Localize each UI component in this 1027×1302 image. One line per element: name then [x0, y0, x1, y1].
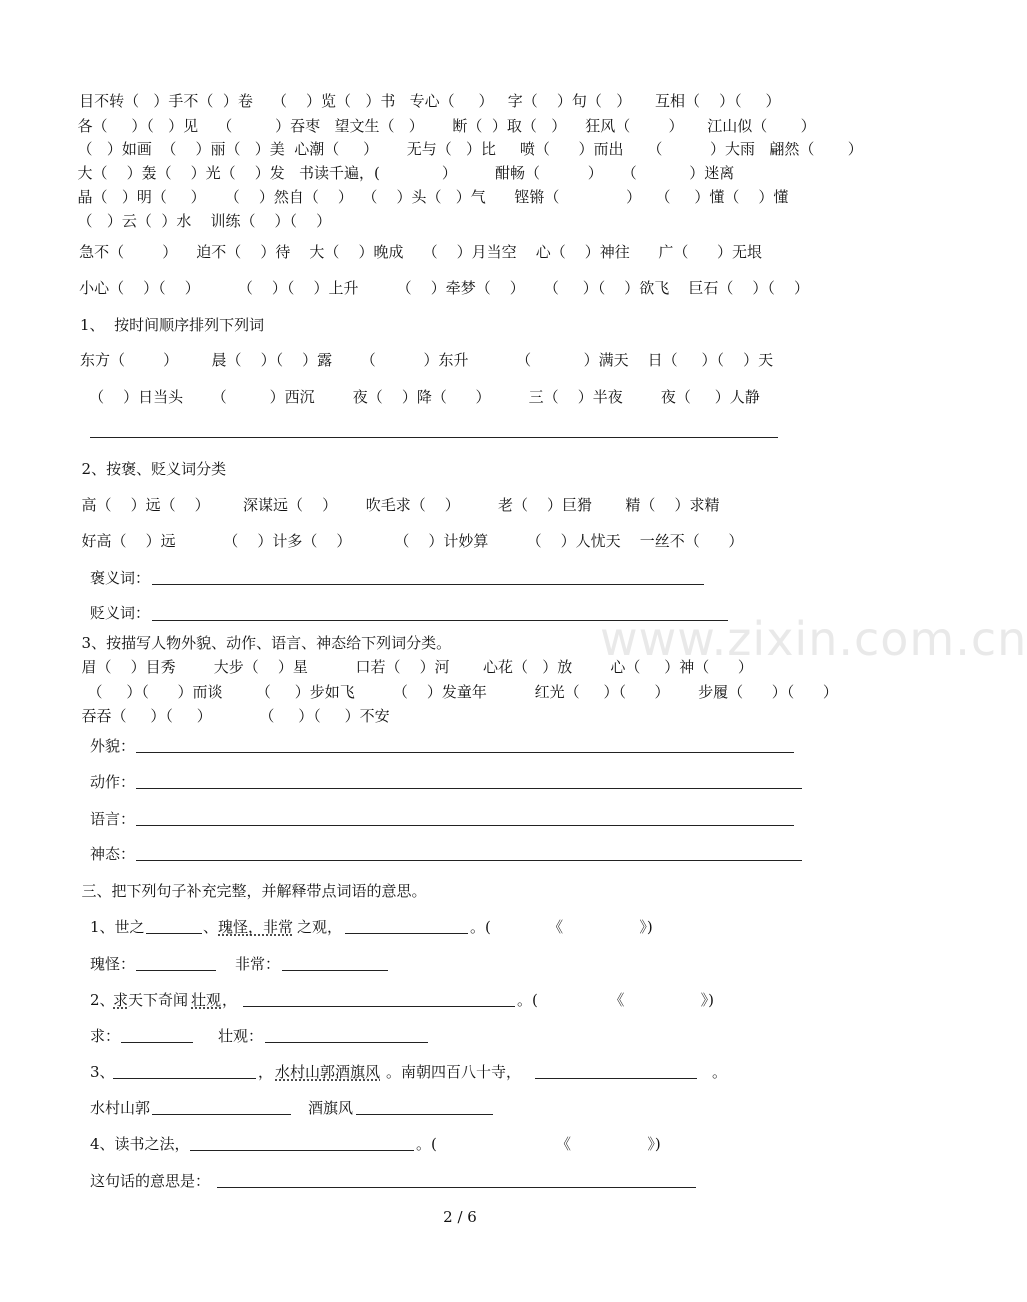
q2-prefix: 2、: [90, 991, 115, 1009]
q3-end: 。: [712, 1063, 728, 1081]
idiom-line-2: 各（ ）（ ）见 （ ）吞枣 望文生（ ） 断（ ）取（ ） 狂风（ ） 江山似（ ）: [68, 117, 816, 135]
q1-dotted-words: 瑰怪，非常: [218, 918, 294, 936]
section3-row-1: 眉（ ）目秀 大步（ ）星 口若（ ）河 心花（ ）放 心（ ）神（ ）: [72, 658, 753, 676]
q1-word-a-label: 瑰怪：: [90, 955, 136, 973]
section2-row-2: 好高（ ）远 （ ）计多（ ） （ ）计妙算 （ ）人忧天 一丝不（ ）: [72, 532, 744, 550]
watermark: www.zixin.com.cn: [600, 612, 1027, 666]
section3-row-2: （ ）（ ）而谈 （ ）步如飞 （ ）发童年 红光（ ）（ ） 步履（ ）（ ）: [78, 683, 838, 701]
idiom-line-6: （ ）云（ ）水 训练（ ）（ ）: [68, 212, 332, 230]
q3-word-a-blank[interactable]: [152, 1114, 291, 1115]
q3-word-b-label: 酒旗风: [308, 1099, 354, 1117]
q4-meaning-label: 这句话的意思是：: [90, 1172, 211, 1190]
idiom-line-5: 晶（ ）明（ ） （ ）然自（ ） （ ）头（ ）气 铿锵（ ） （ ）懂（ ）懂: [68, 188, 789, 206]
q2-blank[interactable]: [243, 1006, 515, 1007]
q2-source: 。( 《 》): [517, 991, 715, 1009]
q2-dotted-zhuangguan: 壮观: [191, 991, 222, 1009]
q2-dotted-qiu: 求: [113, 991, 129, 1009]
positive-words-label: 褒义词：: [90, 569, 151, 587]
q1-prefix: 1、世之: [90, 918, 145, 936]
section2-row-1: 高（ ）远（ ） 深谋远（ ） 吹毛求（ ） 老（ ）巨猾 精（ ）求精: [72, 496, 720, 514]
part3-title: 三、把下列句子补充完整，并解释带点词语的意思。: [72, 882, 427, 900]
q1-word-b-blank[interactable]: [282, 970, 388, 971]
q4-blank[interactable]: [190, 1150, 414, 1151]
q3-blank-2[interactable]: [535, 1078, 697, 1079]
idiom-line-4: 大（ ）轰（ ）光（ ）发 书读千遍，( ） 酣畅（ ） （ ）迷离: [68, 164, 735, 182]
appearance-label: 外貌：: [90, 737, 136, 755]
section1-title: 1、 按时间顺序排列下列词: [80, 316, 265, 334]
q3-word-a-label: 水村山郭: [90, 1099, 151, 1117]
idiom-line-8: 小心（ ）（ ） （ ）（ ）上升 （ ）牵梦（ ） （ ）（ ）欲飞 巨石（ ）（ ）: [60, 279, 809, 297]
q4-source: 。( 《 》): [416, 1135, 661, 1153]
q1-blank-2[interactable]: [345, 933, 468, 934]
negative-words-label: 贬义词：: [90, 604, 151, 622]
q1-mid: 之观，: [297, 918, 343, 936]
q4-prefix: 4、读书之法，: [90, 1135, 190, 1153]
section1-row-2: （ ）日当头 （ ）西沉 夜（ ）降（ ） 三（ ）半夜 夜（ ）人静: [70, 388, 760, 406]
q3-mid: 。南朝四百八十寺，: [386, 1063, 522, 1081]
idiom-line-3: （ ）如画 （ ）丽（ ）美 心潮（ ） 无与（ ）比 喷（ ）而出 （ ）大雨 翩然（ ）: [68, 140, 863, 158]
page-number: 2 / 6: [443, 1208, 477, 1226]
q3-blank-1[interactable]: [113, 1078, 256, 1079]
q3-comma: ，: [258, 1063, 274, 1081]
q1-word-b-label: 非常：: [235, 955, 281, 973]
q2-comma: ，: [222, 991, 238, 1009]
speech-answer-line[interactable]: [136, 825, 794, 826]
q4-meaning-blank[interactable]: [217, 1187, 696, 1188]
q2-mid: 天下奇闻: [128, 991, 189, 1009]
q1-sep: 、: [203, 918, 219, 936]
q3-word-b-blank[interactable]: [356, 1114, 493, 1115]
q2-word-a-blank[interactable]: [121, 1042, 193, 1043]
positive-words-answer-line[interactable]: [152, 584, 704, 585]
q1-source: 。( 《 》): [470, 918, 653, 936]
manner-answer-line[interactable]: [136, 860, 802, 861]
q2-word-b-label: 壮观：: [218, 1027, 264, 1045]
q1-word-a-blank[interactable]: [136, 970, 216, 971]
q3-prefix: 3、: [90, 1063, 115, 1081]
q1-blank-1[interactable]: [146, 933, 202, 934]
section3-row-3: 吞吞（ ）（ ） （ ）（ ）不安: [72, 707, 390, 725]
section2-title: 2、按褒、贬义词分类: [72, 460, 227, 478]
negative-words-answer-line[interactable]: [152, 620, 728, 621]
section3-title: 3、按描写人物外貌、动作、语言、神态给下列词分类。: [72, 634, 452, 652]
idiom-line-7: 急不（ ） 迫不（ ）待 大（ ）晚成 （ ）月当空 心（ ）神往 广（ ）无垠: [60, 243, 763, 261]
speech-label: 语言：: [90, 810, 136, 828]
q2-word-a-label: 求：: [90, 1027, 121, 1045]
answer-line-time-order[interactable]: [90, 437, 778, 438]
manner-label: 神态：: [90, 845, 136, 863]
q2-word-b-blank[interactable]: [265, 1042, 428, 1043]
action-label: 动作：: [90, 773, 136, 791]
section1-row-1: 东方（ ） 晨（ ）（ ）露 （ ）东升 （ ）满天 日（ ）（ ）天: [80, 351, 774, 369]
action-answer-line[interactable]: [136, 788, 802, 789]
idiom-line-1: 目不转（ ）手不（ ）卷 （ ）览（ ）书 专心（ ） 字（ ）句（ ） 互相（ ）（ ）: [60, 92, 781, 110]
appearance-answer-line[interactable]: [136, 752, 794, 753]
q3-dotted-words: 水村山郭酒旗风: [275, 1063, 381, 1081]
